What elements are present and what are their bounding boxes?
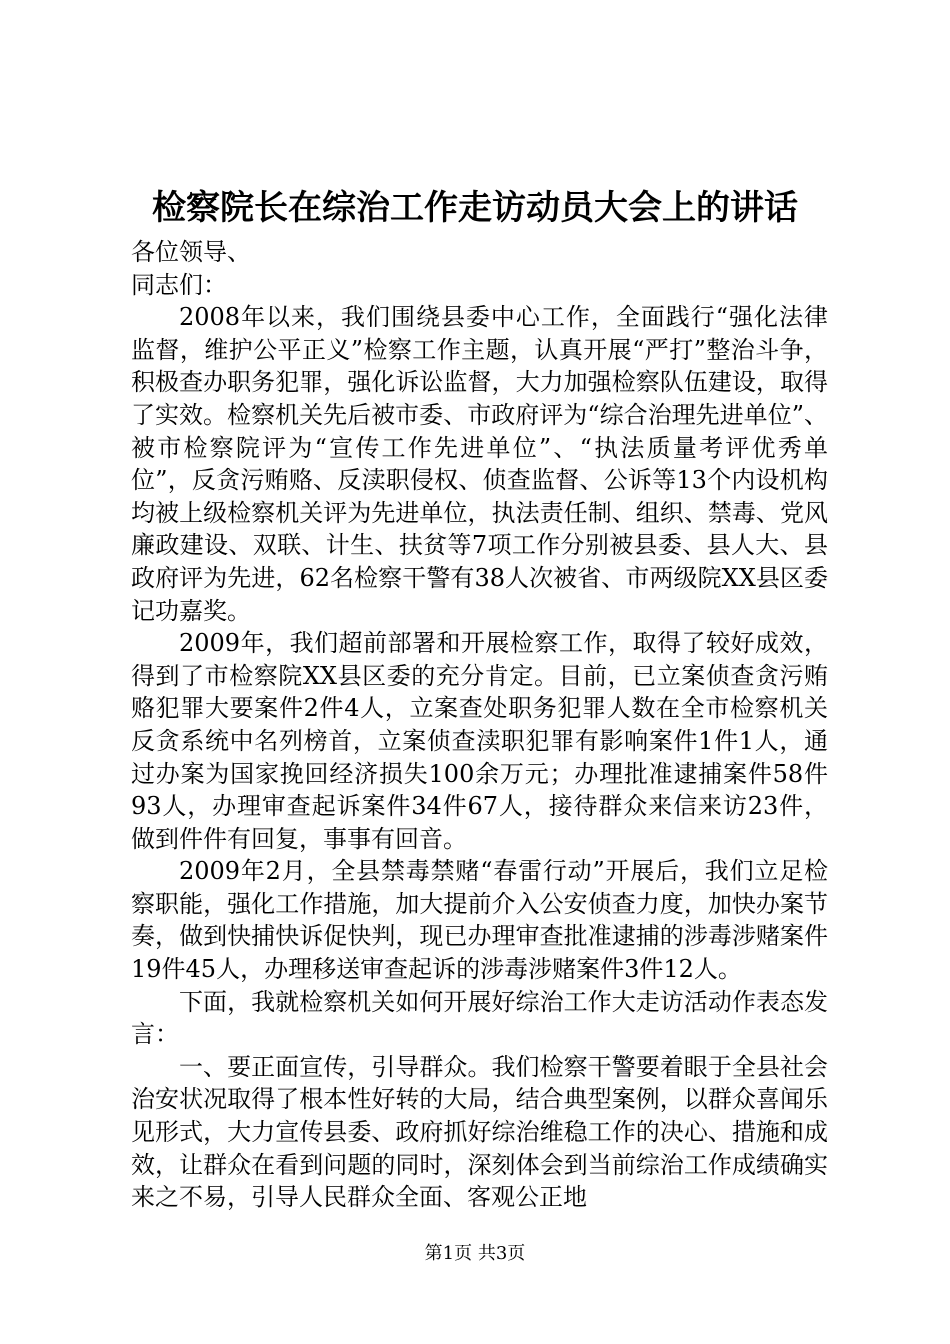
- salutation-comrades: 同志们：: [131, 270, 227, 299]
- paragraph-point-one: 一、要正面宣传，引导群众。我们检察干警要着眼于全县社会治安状况取得了根本性好转的大局，结合典型案例，以群众喜闻乐见形式，大力宣传县委、政府抓好综治维稳工作的决心、措施和成效，让群众在看到问题的同时，深刻体会到当前综治工作成绩确实来之不易，引导人民群众全面、客观公正地: [131, 1052, 828, 1212]
- paragraph-2008-achievements: 2008年以来，我们围绕县委中心工作，全面践行“强化法律监督，维护公平正义”检察工作主题，认真开展“严打”整治斗争，积极查办职务犯罪，强化诉讼监督，大力加强检察队伍建设，取得了实效。检察机关先后被市委、市政府评为“综合治理先进单位”、被市检察院评为“宣传工作先进单位”、“执法质量考评优秀单位”，反贪污贿赂、反渎职侵权、侦查监督、公诉等13个内设机构均被上级检察机关评为先进单位，执法责任制、组织、禁毒、党风廉政建设、双联、计生、扶贫等7项工作分别被县委、县人大、县政府评为先进，62名检察干警有38人次被省、市两级院XX县区委记功嘉奖。: [131, 303, 828, 625]
- paragraph-2009-results: 2009年，我们超前部署和开展检察工作，取得了较好成效，得到了市检察院XX县区委的充分肯定。目前，已立案侦查贪污贿赂犯罪大要案件2件4人，立案查处职务犯罪人数在全市检察机关反贪系统中名列榜首，立案侦查渎职犯罪有影响案件1件1人，通过办案为国家挽回经济损失100余万元；办理批准逮捕案件58件93人，办理审查起诉案件34件67人，接待群众来信来访23件，做到件件有回复，事事有回音。: [131, 629, 828, 853]
- document-title: 检察院长在综治工作走访动员大会上的讲话: [152, 188, 798, 228]
- paragraph-statement-intro: 下面，我就检察机关如何开展好综治工作大走访活动作表态发言：: [131, 987, 828, 1049]
- salutation-leaders: 各位领导、: [131, 238, 251, 266]
- page-footer: 第1页 共3页: [424, 1243, 526, 1264]
- document-body: [131, 236, 828, 1214]
- paragraph-spring-thunder: 2009年2月，全县禁毒禁赌“春雷行动”开展后，我们立足检察职能，强化工作措施，加大提前介入公安侦查力度，加快办案节奏，做到快捕快诉促快判，现已办理审查批准逮捕的涉毒涉赌案件19件45人，办理移送审查起诉的涉毒涉赌案件3件12人。: [131, 857, 828, 984]
